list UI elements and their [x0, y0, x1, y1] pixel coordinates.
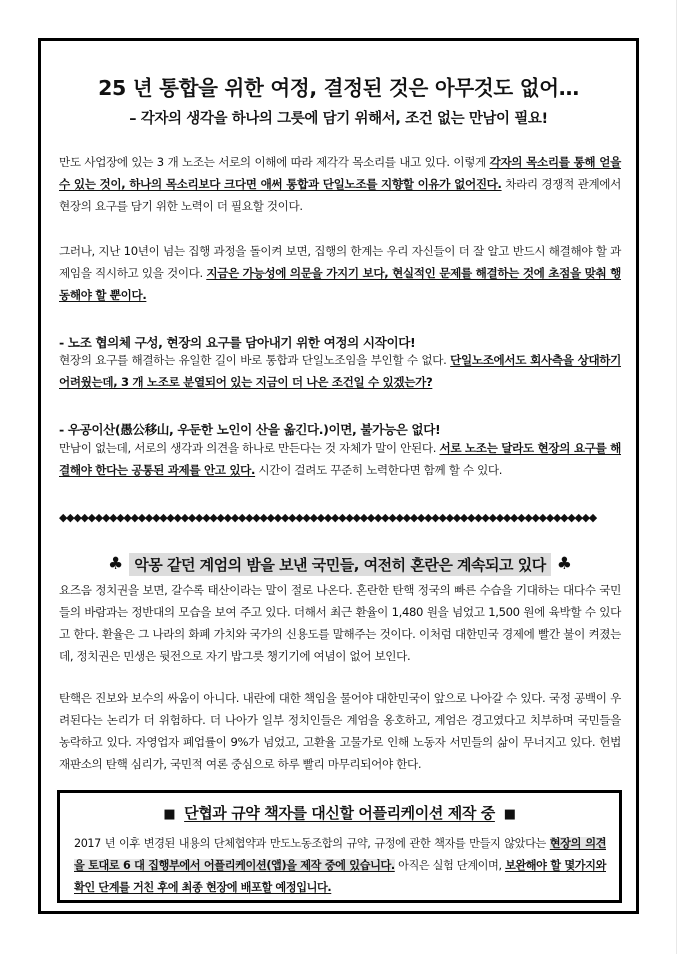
- club-icon: ♣: [108, 554, 124, 574]
- square-icon: ■: [163, 807, 176, 822]
- paragraph-3: [59, 349, 621, 393]
- heading-union-council: - 노조 협의체 구성, 현장의 요구를 담아내기 위한 여정의 시작이다!: [59, 335, 416, 350]
- paragraph-text: 시간이 걸려도 꾸준히 노력한다면 함께 할 수 있다.: [255, 463, 503, 477]
- emphasis-text: 현장의 의견을 토대로 6 대 집행부에서 어플리케이션(앱)을 제작 중에 있습니다.: [74, 837, 607, 872]
- emphasis-text: 보완해야 할 몇가지와 확인 단계를 거친 후에 최종 현장에 배포할 예정입니다.: [74, 859, 606, 894]
- heading-ugongisan: - 우공이산(愚公移山, 우둔한 노인이 산을 옮긴다.)이면, 불가능은 없다!: [59, 422, 441, 437]
- paragraph-2: [59, 240, 621, 306]
- emphasis-text: 지금은 가능성에 의문을 가지기 보다, 현실적인 문제를 해결하는 것에 초점을 맞춰 행동해야 할 뿐이다.: [59, 266, 621, 302]
- app-notice-text: [74, 833, 606, 899]
- paragraph-text: 만남이 없는데, 서로의 생각과 의견을 하나로 만든다는 것 자체가 말이 안된다.: [59, 441, 440, 455]
- club-icon: ♣: [556, 554, 572, 574]
- diamond-divider: ◆◆◆◆◆◆◆◆◆◆◆◆◆◆◆◆◆◆◆◆◆◆◆◆◆◆◆◆◆◆◆◆◆◆◆◆◆◆◆◆◆◆◆◆◆◆◆◆◆◆◆◆◆◆◆◆◆◆◆◆◆◆◆◆◆◆◆◆◆◆◆◆◆◆◆: [59, 511, 596, 524]
- square-icon: ■: [503, 807, 516, 822]
- paragraph-6: 탄핵은 진보와 보수의 싸움이 아니다. 내란에 대한 책임을 물어야 대한민국이 앞으로 나아갈 수 있다. 국정 공백이 우려된다는 논리가 더 위험하다. 더 나아가 일부 정치인들은 계엄을 옹호하고, 계엄은 경고였다고 치부하며 국민들을 농락하고 있다. 자영업자 폐업률이 9%가 넘었고, 고환율 고물가로 인해 노동자 서민들의 삶이 무너지고 있다. 헌법재판소의 탄핵 심리가, 국민적 여론 중심으로 하루 빨리 마무리되어야 한다.: [59, 691, 621, 771]
- paragraph-text: 아직은 실험 단계이며,: [394, 859, 505, 872]
- app-notice-title-text: 단협과 규약 책자를 대신할 어플리케이션 제작 중: [184, 804, 495, 822]
- app-notice-box: [57, 790, 622, 903]
- app-notice-title: [60, 802, 619, 823]
- page-subtitle: – 각자의 생각을 하나의 그릇에 담기 위해서, 조건 없는 만남이 필요!: [129, 111, 548, 127]
- section-heading-text: 악몽 같던 계엄의 밤을 보낸 국민들, 여전히 혼란은 계속되고 있다: [129, 553, 550, 576]
- paragraph-1: [59, 151, 621, 217]
- paragraph-text: 현장의 요구를 해결하는 유일한 길이 바로 통합과 단일노조임을 부인할 수 없다.: [59, 353, 451, 367]
- emphasis-text: 단일노조에서도 회사측을 상대하기 어려웠는데, 3 개 노조로 분열되어 있는 지금이 더 나은 조건일 수 있겠는가?: [59, 353, 621, 389]
- document-frame: [38, 38, 639, 914]
- paragraph-text: 만도 사업장에 있는 3 개 노조는 서로의 이해에 따라 제각각 목소리를 내고 있다. 이렇게: [59, 155, 490, 169]
- paragraph-4: [59, 437, 621, 481]
- emphasis-text: 서로 노조는 달라도 현장의 요구를 해결해야 한다는 공통된 과제를 안고 있다.: [59, 441, 621, 477]
- page-title: 25 년 통합을 위한 여정, 결정된 것은 아무것도 없어…: [98, 76, 579, 100]
- paragraph-text: 그러나, 지난 10년이 넘는 집행 과정을 돌이켜 보면, 집행의 한계는 우리 자신들이 더 잘 알고 반드시 해결해야 할 과제임을 직시하고 있을 것이다.: [59, 244, 621, 280]
- paragraph-text: 2017 년 이후 변경된 내용의 단체협약과 만도노동조합의 규약, 규정에 관한 책자를 만들지 않았다는: [74, 837, 550, 850]
- paragraph-5: 요즈음 정치권을 보면, 갈수록 태산이라는 말이 절로 나온다. 혼란한 탄핵 정국의 빠른 수습을 기대하는 대다수 국민들의 바람과는 정반대의 모습을 보여 주고 있다. 더해서 최근 환율이 1,480 원을 넘었고 1,500 원에 육박할 수 있다고 한다. 환율은 그 나라의 화폐 가치와 국가의 신용도를 말해주는 것이다. 이처럼 대한민국 경제에 빨간 불이 켜졌는데, 정치권은 민생은 뒷전으로 자기 밥그릇 챙기기에 여념이 없어 보인다.: [59, 583, 621, 663]
- paragraph-text: 차라리 경쟁적 관계에서 현장의 요구를 담기 위한 노력이 더 필요할 것이다.: [59, 177, 621, 213]
- section-heading-martial-law: [59, 551, 621, 577]
- emphasis-text: 각자의 목소리를 통해 얻을 수 있는 것이, 하나의 목소리보다 크다면 애써 통합과 단일노조를 지향할 이유가 없어진다.: [59, 155, 621, 191]
